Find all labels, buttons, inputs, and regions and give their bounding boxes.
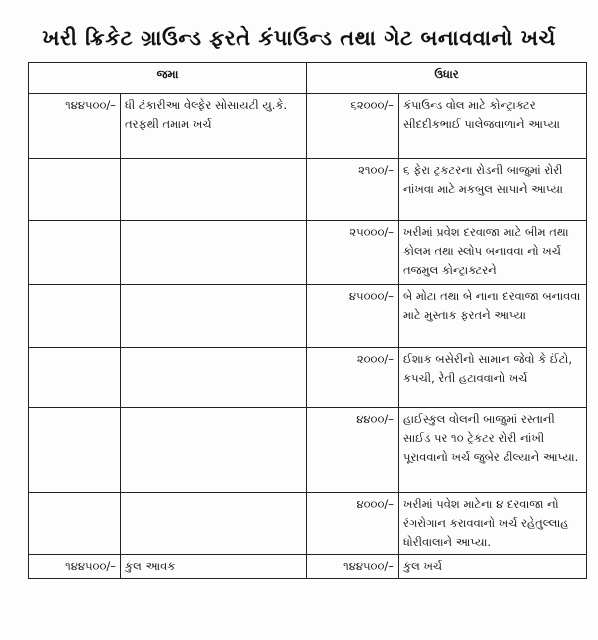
- credit-amount: [29, 493, 121, 555]
- page-title: ખરી ક્રિકેટ ગ્રાઉન્ડ ફરતે કંપાઉન્ડ તથા ગેટ બનાવવાનો ખર્ચ: [42, 26, 556, 50]
- table-row: [29, 285, 587, 348]
- total-expense-amount: ૧૪૪૫૦૦/–: [307, 555, 399, 579]
- debit-description: ખરીમાં પ્રવેશ દરવાજા માટે બીમ તથા કોલમ તથા સ્લોપ બનાવવા નો ખર્ચ તજમુલ કોન્ટ્રાક્ટરને: [399, 221, 587, 285]
- table-row: [29, 348, 587, 408]
- total-income-label: કુલ આવક: [121, 555, 307, 579]
- header-row: [29, 63, 587, 94]
- table-row: [29, 408, 587, 493]
- debit-amount: ૨૦૦૦/–: [307, 348, 399, 408]
- credit-description: [121, 493, 307, 555]
- debit-amount: ૪૦૦૦/–: [307, 493, 399, 555]
- debit-description: ઈશાક બસેરીનો સામાન જેવો કે ઈંટો, કપચી, રેતી હટાવવાનો ખર્ચ: [399, 348, 587, 408]
- credit-amount: [29, 221, 121, 285]
- table-row: [29, 94, 587, 159]
- credit-amount: ૧૪૪૫૦૦/–: [29, 94, 121, 159]
- debit-description: કંપાઉન્ડ વોલ માટે કોન્ટ્રાક્ટર સીદદીકભાઈ પાલેજવાળાને આપ્યા: [399, 94, 587, 159]
- credit-description: [121, 159, 307, 221]
- debit-amount: ૨૧૦૦/–: [307, 159, 399, 221]
- credit-amount: [29, 285, 121, 348]
- table-row: [29, 493, 587, 555]
- debit-description: ખરીમાં પવેશ માટેના ૪ દરવાજા નો રંગરોગાન કરાવવાનો ખર્ચ રહેતુલ્લાહ ધોરીવાલાને આપ્યા.: [399, 493, 587, 555]
- credit-amount: [29, 348, 121, 408]
- total-income-amount: ૧૪૪૫૦૦/–: [29, 555, 121, 579]
- debit-description: બે મોટા તથા બે નાના દરવાજા બનાવવા માટે મુસ્તાક ફરતને આપ્યા: [399, 285, 587, 348]
- credit-amount: [29, 159, 121, 221]
- debit-amount: ૨૫૦૦૦/–: [307, 221, 399, 285]
- credit-description: [121, 285, 307, 348]
- total-expense-label: કુલ ખર્ચ: [399, 555, 587, 579]
- debit-amount: ૬૨૦૦૦/–: [307, 94, 399, 159]
- ledger-table: [28, 62, 587, 579]
- debit-amount: ૪૫૦૦૦/–: [307, 285, 399, 348]
- table-row: [29, 159, 587, 221]
- credit-header: જમા: [29, 63, 307, 94]
- credit-amount: [29, 408, 121, 493]
- debit-description: ૬ ફેરા ટ્રકટરના રોડની બાજુમાં રોરી નાંખવા માટે મકબુલ સાપાને આપ્યા: [399, 159, 587, 221]
- credit-description: ધી ટંકારીઆ વેલ્ફેર સોસાયટી યુ.કે. તરફથી તમામ ખર્ચ: [121, 94, 307, 159]
- credit-description: [121, 221, 307, 285]
- credit-description: [121, 408, 307, 493]
- debit-header: ઉધાર: [307, 63, 587, 94]
- table-row: [29, 221, 587, 285]
- totals-row: [29, 555, 587, 579]
- debit-amount: ૪૪૦૦/–: [307, 408, 399, 493]
- credit-description: [121, 348, 307, 408]
- debit-description: હાઈસ્કુલ વોલની બાજુમાં રસ્તાની સાઈડ પર ૧૦ ટ્રેકટર રોરી નાંખી પૂરાવવાનો ખર્ચ જુબેર ઢીલ્યાને આપ્યા.: [399, 408, 587, 493]
